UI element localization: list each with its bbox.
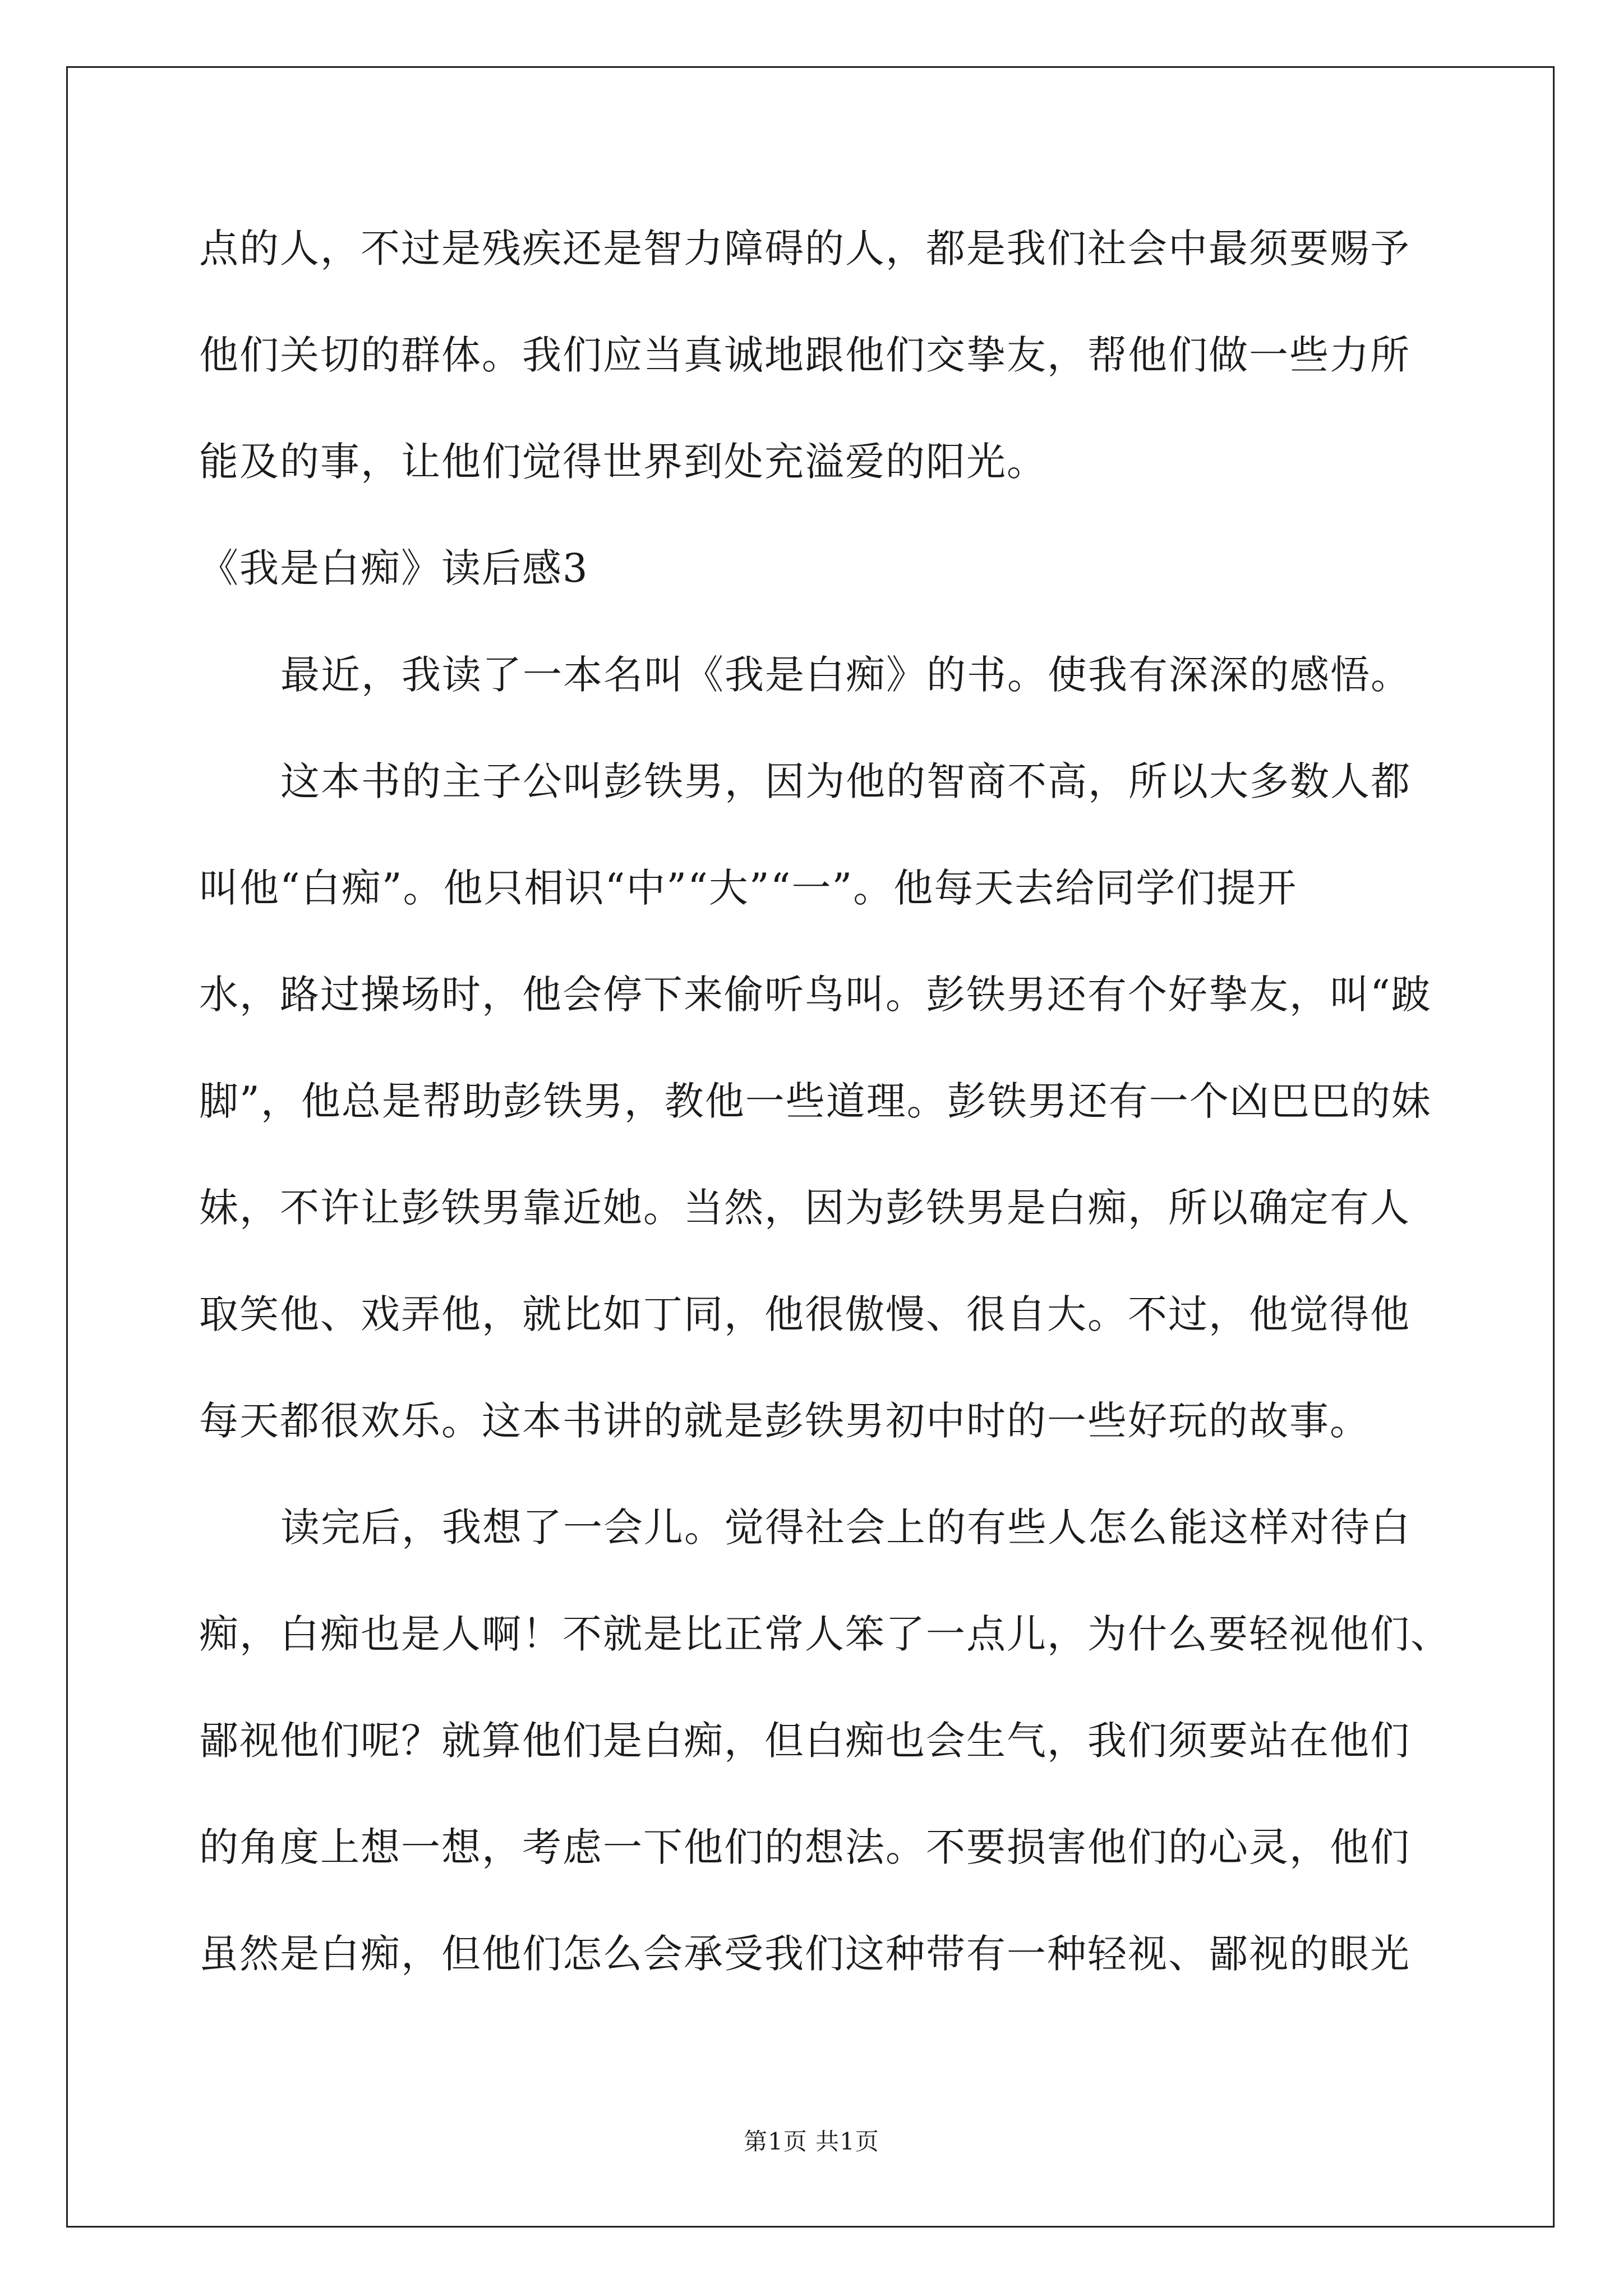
text-line: 鄙视他们呢？就算他们是白痴，但白痴也会生气，我们须要站在他们 (199, 1718, 1410, 1764)
text-line: 水，路过操场时，他会停下来偷听鸟叫。彭铁男还有个好挚友，叫“跛 (199, 972, 1432, 1018)
text-line: 虽然是白痴，但他们怎么会承受我们这种带有一种轻视、鄙视的眼光 (199, 1931, 1410, 1977)
text-line: 能及的事，让他们觉得世界到处充溢爱的阳光。 (199, 439, 1047, 485)
text-line: 叫他“白痴”。他只相识“中”“大”“一”。他每天去给同学们提开 (199, 865, 1298, 911)
text-line: 取笑他、戏弄他，就比如丁同，他很傲慢、很自大。不过，他觉得他 (199, 1291, 1410, 1337)
text-line: 的角度上想一想，考虑一下他们的想法。不要损害他们的心灵，他们 (199, 1824, 1410, 1870)
text-line: 他们关切的群体。我们应当真诚地跟他们交挚友，帮他们做一些力所 (199, 332, 1410, 378)
text-line: 妹，不许让彭铁男靠近她。当然，因为彭铁男是白痴，所以确定有人 (199, 1185, 1410, 1231)
text-line: 点的人，不过是残疾还是智力障碍的人，都是我们社会中最须要赐予 (199, 226, 1410, 272)
text-line: 痴，白痴也是人啊！不就是比正常人笨了一点儿，为什么要轻视他们、 (199, 1611, 1451, 1657)
text-line: 这本书的主子公叫彭铁男，因为他的智商不高，所以大多数人都 (280, 758, 1411, 804)
text-line: 最近，我读了一本名叫《我是白痴》的书。使我有深深的感悟。 (280, 652, 1411, 698)
text-line: 每天都很欢乐。这本书讲的就是彭铁男初中时的一些好玩的故事。 (199, 1398, 1370, 1444)
page-border (66, 66, 1555, 2228)
text-line: 读完后，我想了一会儿。觉得社会上的有些人怎么能这样对待白 (280, 1504, 1411, 1550)
section-heading: 《我是白痴》读后感3 (199, 545, 589, 591)
text-line: 脚”，他总是帮助彭铁男，教他一些道理。彭铁男还有一个凶巴巴的妹 (199, 1078, 1432, 1124)
page-footer: 第1页 共1页 (744, 2128, 879, 2155)
